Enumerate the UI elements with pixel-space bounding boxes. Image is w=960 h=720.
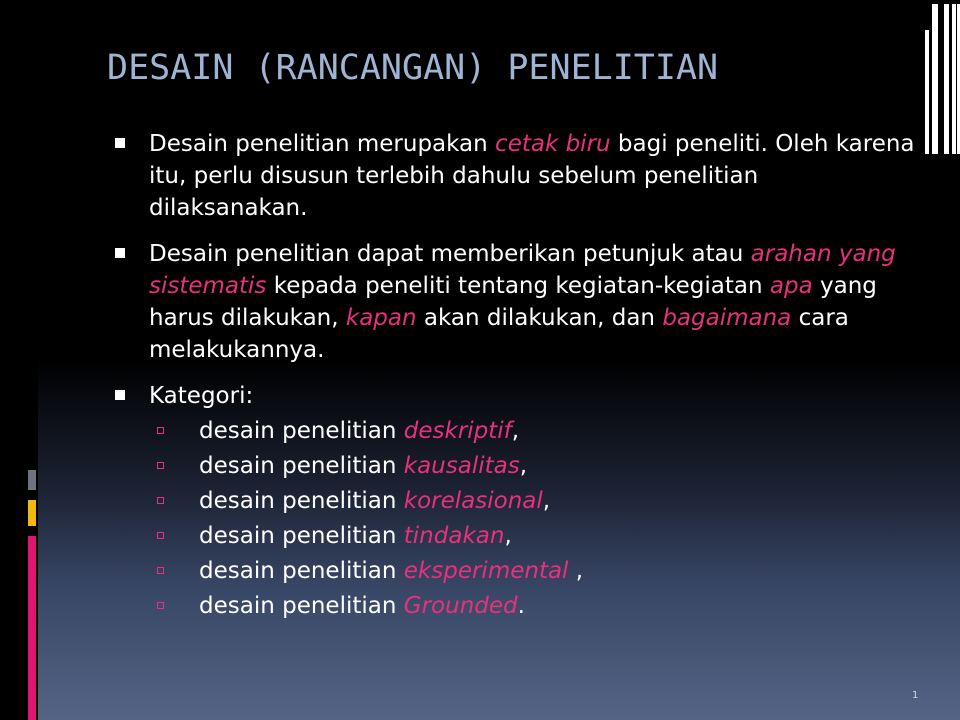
decor-bar-gray: [28, 470, 36, 490]
kategori-term: Grounded: [403, 593, 518, 619]
bullet-text: cara melakukannya.: [149, 305, 849, 363]
decor-bar-white-3: [952, 4, 956, 154]
bullet-text: Desain penelitian merupakan: [149, 131, 496, 157]
highlight-term: apa: [769, 273, 813, 299]
bullet-desain-cetak-biru: [115, 128, 915, 224]
kategori-item: [157, 414, 915, 449]
kategori-list: [115, 414, 915, 624]
highlight-term: cetak biru: [495, 131, 611, 157]
sub-bullet-square-icon: [157, 567, 164, 574]
kategori-suffix: ,: [519, 453, 528, 479]
slide-content: [115, 128, 915, 624]
kategori-prefix: desain penelitian: [199, 523, 404, 549]
bullet-text: Desain penelitian dapat memberikan petunjuk atau: [149, 241, 751, 267]
bullet-square-icon: [115, 248, 125, 258]
decor-bar-pink: [28, 536, 36, 720]
kategori-item: [157, 449, 915, 484]
highlight-term: kapan: [345, 305, 417, 331]
kategori-prefix: desain penelitian: [199, 418, 404, 444]
decor-bar-white-2: [944, 4, 949, 154]
decor-bar-white-5: [925, 30, 929, 154]
kategori-suffix: ,: [511, 418, 520, 444]
page-number: 1: [912, 690, 919, 701]
kategori-prefix: desain penelitian: [199, 488, 404, 514]
highlight-term: arahan yang sistematis: [149, 241, 896, 299]
bullet-square-icon: [115, 138, 125, 148]
sub-bullet-square-icon: [157, 497, 164, 504]
bullet-kategori: [115, 380, 915, 624]
slide-title: DESAIN (RANCANGAN) PENELITIAN: [107, 48, 719, 88]
bullet-text: yang harus dilakukan,: [149, 273, 877, 331]
bullet-text: bagi peneliti. Oleh karena itu, perlu disusun terlebih dahulu sebelum penelitian dilaksanakan.: [149, 131, 915, 221]
bullet-square-icon: [115, 390, 125, 400]
sub-bullet-square-icon: [157, 532, 164, 539]
bullet-desain-petunjuk: [115, 238, 915, 366]
kategori-term: tindakan: [403, 523, 505, 549]
bullet-text: kepada peneliti tentang kegiatan-kegiatan: [266, 273, 770, 299]
kategori-term: kausalitas: [403, 453, 520, 479]
kategori-suffix: ,: [504, 523, 512, 549]
kategori-item: [157, 554, 915, 589]
decor-bar-white-1: [932, 4, 938, 154]
kategori-term: eksperimental: [403, 558, 576, 584]
decor-bar-yellow: [28, 500, 36, 526]
sub-bullet-square-icon: [157, 427, 164, 434]
sub-bullet-square-icon: [157, 462, 164, 469]
kategori-suffix: ,: [542, 488, 551, 514]
kategori-prefix: desain penelitian: [199, 558, 404, 584]
kategori-term: korelasional: [403, 488, 543, 514]
kategori-item: [157, 484, 915, 519]
sub-bullet-square-icon: [157, 602, 164, 609]
kategori-suffix: ,: [575, 558, 584, 584]
kategori-prefix: desain penelitian: [199, 593, 404, 619]
kategori-item: [157, 519, 915, 554]
highlight-term: bagaimana: [662, 305, 792, 331]
kategori-prefix: desain penelitian: [199, 453, 404, 479]
kategori-suffix: .: [517, 593, 525, 619]
bullet-text: Kategori:: [149, 383, 254, 409]
bullet-text: akan dilakukan, dan: [416, 305, 663, 331]
kategori-term: deskriptif: [403, 418, 512, 444]
kategori-item: [157, 589, 915, 624]
